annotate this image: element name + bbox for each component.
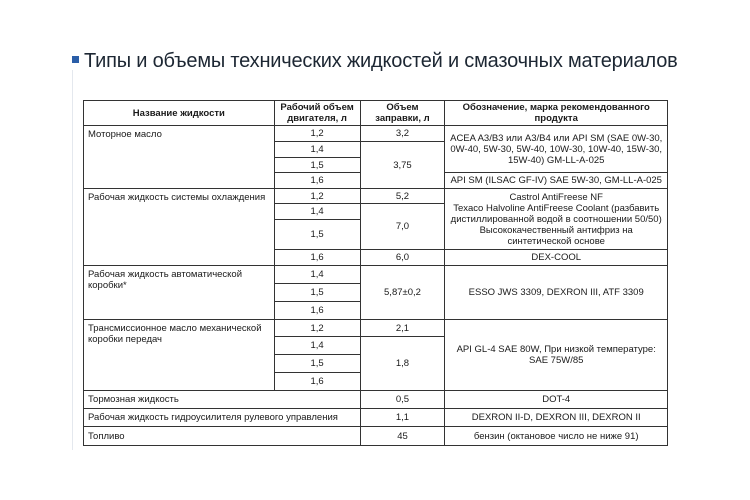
product-line: Texaco Halvoline AntiFreese Coolant (разбавить дистиллированной водой в соотношении 50/50) xyxy=(450,202,662,225)
table-row xyxy=(84,409,668,427)
volume-cell: 1,8 xyxy=(360,337,445,391)
engine-cell: 1,4 xyxy=(274,337,360,355)
volume-cell: 3,2 xyxy=(360,126,445,142)
fluid-name: Моторное масло xyxy=(84,126,275,189)
engine-cell: 1,4 xyxy=(274,266,360,284)
engine-cell: 1,5 xyxy=(274,158,360,173)
volume-cell: 2,1 xyxy=(360,320,445,337)
volume-cell: 6,0 xyxy=(360,250,445,266)
engine-cell: 1,4 xyxy=(274,142,360,158)
header-volume: Объем заправки, л xyxy=(360,101,445,126)
header-name: Название жидкости xyxy=(84,101,275,126)
left-rule xyxy=(72,70,73,450)
volume-cell: 45 xyxy=(360,427,445,446)
product-cell: DEX-COOL xyxy=(445,250,668,266)
product-cell: бензин (октановое число не ниже 91) xyxy=(445,427,668,446)
volume-cell: 7,0 xyxy=(360,204,445,250)
volume-cell: 5,2 xyxy=(360,189,445,204)
page-title xyxy=(72,50,678,73)
header-engine: Рабочий объем двигателя, л xyxy=(274,101,360,126)
table-row xyxy=(84,391,668,409)
engine-cell: 1,6 xyxy=(274,302,360,320)
engine-cell: 1,5 xyxy=(274,284,360,302)
engine-cell: 1,6 xyxy=(274,373,360,391)
engine-cell: 1,4 xyxy=(274,204,360,220)
table-row xyxy=(84,427,668,446)
fluid-name: Рабочая жидкость гидроусилителя рулевого управления xyxy=(84,409,361,427)
product-line: Castrol AntiFreese NF xyxy=(509,191,603,203)
engine-cell: 1,6 xyxy=(274,173,360,189)
engine-cell: 1,2 xyxy=(274,126,360,142)
product-cell: DOT-4 xyxy=(445,391,668,409)
fluid-name: Топливо xyxy=(84,427,361,446)
product-cell: API SM (ILSAC GF-IV) SAE 5W-30, GM-LL-A-025 xyxy=(445,173,668,189)
header-row xyxy=(84,101,668,126)
product-cell: API GL-4 SAE 80W, При низкой температуре: SAE 75W/85 xyxy=(445,320,668,391)
engine-cell: 1,2 xyxy=(274,189,360,204)
header-product: Обозначение, марка рекомендованного продукта xyxy=(445,101,668,126)
engine-cell: 1,5 xyxy=(274,355,360,373)
engine-cell: 1,2 xyxy=(274,320,360,337)
fluid-name: Тормозная жидкость xyxy=(84,391,361,409)
volume-cell: 0,5 xyxy=(360,391,445,409)
fluid-name: Рабочая жидкость автоматической коробки* xyxy=(84,266,275,320)
table-row xyxy=(84,189,668,204)
engine-cell: 1,5 xyxy=(274,220,360,250)
product-cell: DEXRON II-D, DEXRON III, DEXRON II xyxy=(445,409,668,427)
volume-cell: 5,87±0,2 xyxy=(360,266,445,320)
fluid-name: Рабочая жидкость системы охлаждения xyxy=(84,189,275,266)
table-row xyxy=(84,320,668,337)
product-cell: ACEA A3/B3 или A3/B4 или API SM (SAE 0W-30, 0W-40, 5W-30, 5W-40, 10W-30, 10W-40, 15W-30, 15W-40) GM-LL-A-025 xyxy=(445,126,668,173)
table-row xyxy=(84,266,668,284)
product-line: Высококачественный антифриз на синтетической основе xyxy=(479,224,633,247)
product-cell xyxy=(445,189,668,250)
fluids-table xyxy=(83,100,668,446)
bullet-icon xyxy=(72,56,79,63)
fluid-name: Трансмиссионное масло механической коробки передач xyxy=(84,320,275,391)
product-cell: ESSO JWS 3309, DEXRON III, ATF 3309 xyxy=(445,266,668,320)
volume-cell: 3,75 xyxy=(360,142,445,189)
table-row xyxy=(84,126,668,142)
title-text: Типы и объемы технических жидкостей и смазочных материалов xyxy=(84,50,678,72)
engine-cell: 1,6 xyxy=(274,250,360,266)
volume-cell: 1,1 xyxy=(360,409,445,427)
